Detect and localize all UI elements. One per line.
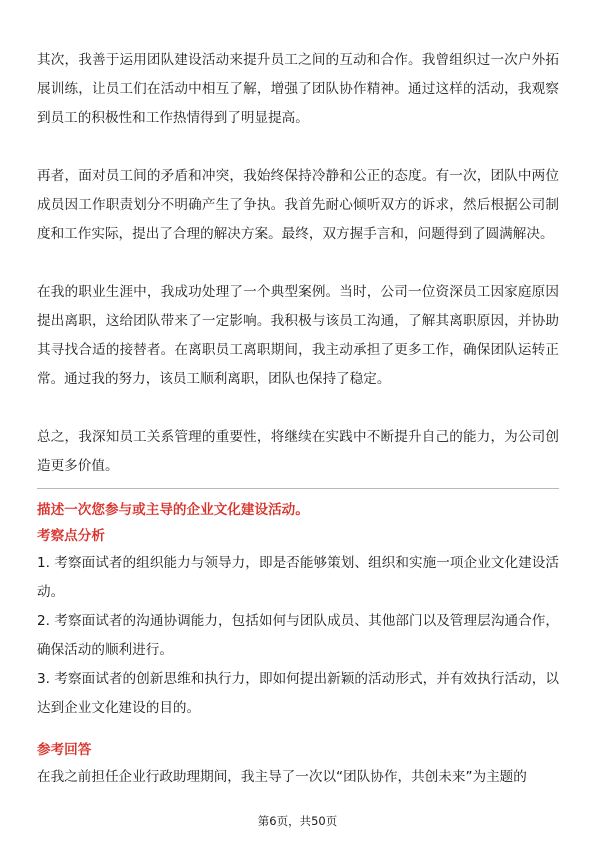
answer-title: 参考回答 bbox=[37, 742, 92, 758]
section-divider bbox=[37, 488, 559, 489]
answer-text: 在我之前担任企业行政助理期间，我主导了一次以“团队协作，共创未来”为主题的 bbox=[37, 769, 527, 785]
document-page bbox=[37, 46, 559, 792]
analysis-item-1: 1. 考察面试者的组织能力与领导力，即是否能够策划、组织和实施一项企业文化建设活动。 bbox=[37, 555, 559, 600]
question-heading: 描述一次您参与或主导的企业文化建设活动。 bbox=[37, 502, 309, 518]
analysis-item-3: 3. 考察面试者的创新思维和执行力，即如何提出新颖的活动形式，并有效执行活动，以达到企业文化建设的目的。 bbox=[37, 671, 559, 716]
paragraph-conflict-resolution: 再者，面对员工间的矛盾和冲突，我始终保持冷静和公正的态度。有一次，团队中两位成员因工作职责划分不明确产生了争执。我首先耐心倾听双方的诉求，然后根据公司制度和工作实际，提出了合理的解决方案。最终，双方握手言和，问题得到了圆满解决。 bbox=[37, 168, 559, 242]
analysis-item-2: 2. 考察面试者的沟通协调能力，包括如何与团队成员、其他部门以及管理层沟通合作，确保活动的顺利进行。 bbox=[37, 613, 559, 658]
page-number-footer: 第6页，共50页 bbox=[257, 814, 338, 828]
paragraph-case-study: 在我的职业生涯中，我成功处理了一个典型案例。当时，公司一位资深员工因家庭原因提出离职，这给团队带来了一定影响。我积极与该员工沟通，了解其离职原因，并协助其寻找合适的接替者。在离职员工离职期间，我主动承担了更多工作，确保团队运转正常。通过我的努力，该员工顺利离职，团队也保持了稳定。 bbox=[37, 284, 559, 387]
paragraph-team-building: 其次，我善于运用团队建设活动来提升员工之间的互动和合作。我曾组织过一次户外拓展训练，让员工们在活动中相互了解，增强了团队协作精神。通过这样的活动，我观察到员工的积极性和工作热情得到了明显提高。 bbox=[37, 52, 559, 126]
paragraph-summary: 总之，我深知员工关系管理的重要性，将继续在实践中不断提升自己的能力，为公司创造更多价值。 bbox=[37, 429, 559, 474]
analysis-title: 考察点分析 bbox=[37, 528, 105, 544]
